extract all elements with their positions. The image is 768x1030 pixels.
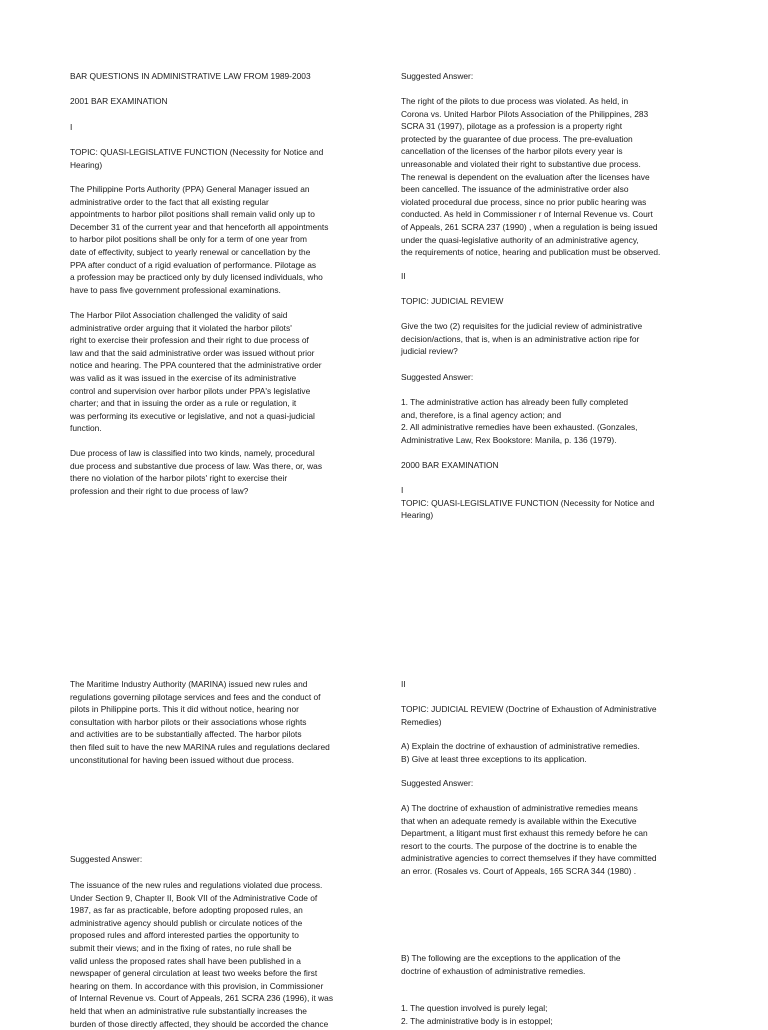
answer-paragraph: The right of the pilots to due process was violated. As held, in Corona vs. United Harbor Pilots Association of the Philippines, 283 SCRA 31 (1997), pilotage as a profession is a property right protected by the guarantee of due process. The pre-evaluation cancellation of the licenses of the harbor pilots every year is unreasonable and violated their right to substantive due process. The renewal is dependent on the evaluation after the licenses have been cancelled. The issuance of the administrative order also violated procedural due process, since no prior public hearing was conducted. As held in Commissioner r of Internal Revenue vs. Court of Appeals, 261 SCRA 237 (1990) , when a regulation is being issued under the quasi-legislative authority of an administrative agency, the requirements of notice, hearing and publication must be observed.: [401, 96, 661, 258]
exam-heading: 2000 BAR EXAMINATION: [401, 460, 499, 470]
question-paragraph: The Maritime Industry Authority (MARINA) issued new rules and regulations governing pilotage services and fees and the conduct of pilots in Philippine ports. This it did without notice, hearing nor consultation with harbor pilots or their associations whose rights and activities are to be substantially affected. The harbor pilots then filed suit to have the new MARINA rules and regulations declared unconstitutional for having been issued without due process.: [70, 679, 330, 765]
question-paragraph: The Harbor Pilot Association challenged the validity of said administrative order arguing that it violated the harbor pilots' right to exercise their profession and their right to due process of law and that the said administrative order was issued without prior notice and hearing. The PPA countered that the administrative order was valid as it was issued in the exercise of its administrative control and supervision over harbor pilots under PPA's legislative charter; and that in issuing the order as a rule or regulation, it was performing its executive or legislative, and not a quasi-judicial function.: [70, 310, 322, 434]
answer-label: Suggested Answer:: [70, 854, 143, 864]
question-paragraph: Give the two (2) requisites for the judicial review of administrative decision/actions, that is, when is an administrative action ripe for judicial review?: [401, 321, 643, 357]
answer-paragraph: B) The following are the exceptions to the application of the doctrine of exhaustion of administrative remedies.: [401, 953, 621, 976]
document-title: BAR QUESTIONS IN ADMINISTRATIVE LAW FROM 1989-2003: [70, 71, 311, 81]
question-number: II: [401, 271, 406, 281]
answer-list: 1. The question involved is purely legal; 2. The administrative body is in estoppel;: [401, 1003, 553, 1026]
answer-paragraph: The issuance of the new rules and regulations violated due process. Under Section 9, Chapter II, Book VII of the Administrative Code of 1987, as far as practicable, before adopting proposed rules, an administrative agency should publish or circulate notices of the proposed rules and afford interested parties the opportunity to submit their views; and in the fixing of rates, no rule shall be valid unless the proposed rates shall have been published in a newspaper of general circulation at least two weeks before the first hearing on them. In accordance with this provision, in Commissioner of Internal Revenue vs. Court of Appeals, 261 SCRA 236 (1996), it was held that when an administrative rule substantially increases the burden of those directly affected, they should be accorded the chance: [70, 880, 334, 1029]
question-number: I: [70, 122, 73, 132]
question-paragraph: A) Explain the doctrine of exhaustion of administrative remedies. B) Give at least three exceptions to its application.: [401, 741, 640, 764]
answer-paragraph: 1. The administrative action has already been fully completed and, therefore, is a final agency action; and 2. All administrative remedies have been exhausted. (Gonzales, Administrative Law, Rex Bookstore: Manila, p. 136 (1979).: [401, 397, 638, 445]
question-paragraph: The Philippine Ports Authority (PPA) General Manager issued an administrative order to the fact that all existing regular appointments to harbor pilot positions shall remain valid only up to December 31 of the current year and that henceforth all appointments to harbor pilot positions shall be only for a term of one year from date of effectivity, subject to yearly renewal or cancellation by the PPA after conduct of a rigid evaluation of performance. Pilotage as a profession may be practiced only by duly licensed individuals, who have to pass five government professional examinations.: [70, 184, 329, 295]
topic-heading: TOPIC: JUDICIAL REVIEW: [401, 296, 504, 306]
topic-heading: I TOPIC: QUASI-LEGISLATIVE FUNCTION (Necessity for Notice and Hearing): [401, 485, 655, 521]
topic-heading: TOPIC: QUASI-LEGISLATIVE FUNCTION (Necessity for Notice and Hearing): [70, 147, 324, 170]
answer-paragraph: A) The doctrine of exhaustion of administrative remedies means that when an adequate remedy is available within the Executive Department, a litigant must first exhaust this remedy before he can resort to the courts. The purpose of the doctrine is to enable the administrative agencies to correct themselves if they have committed an error. (Rosales vs. Court of Appeals, 165 SCRA 344 (1980) .: [401, 803, 657, 876]
question-paragraph: Due process of law is classified into two kinds, namely, procedural due process and substantive due process of law. Was there, or, was there no violation of the harbor pilots' right to exercise their profession and their right to due process of law?: [70, 448, 323, 496]
topic-heading: TOPIC: JUDICIAL REVIEW (Doctrine of Exhaustion of Administrative Remedies): [401, 704, 657, 727]
exam-heading: 2001 BAR EXAMINATION: [70, 96, 168, 106]
answer-label: Suggested Answer:: [401, 372, 474, 382]
question-number: II: [401, 679, 406, 689]
answer-label: Suggested Answer:: [401, 71, 474, 81]
answer-label: Suggested Answer:: [401, 778, 474, 788]
